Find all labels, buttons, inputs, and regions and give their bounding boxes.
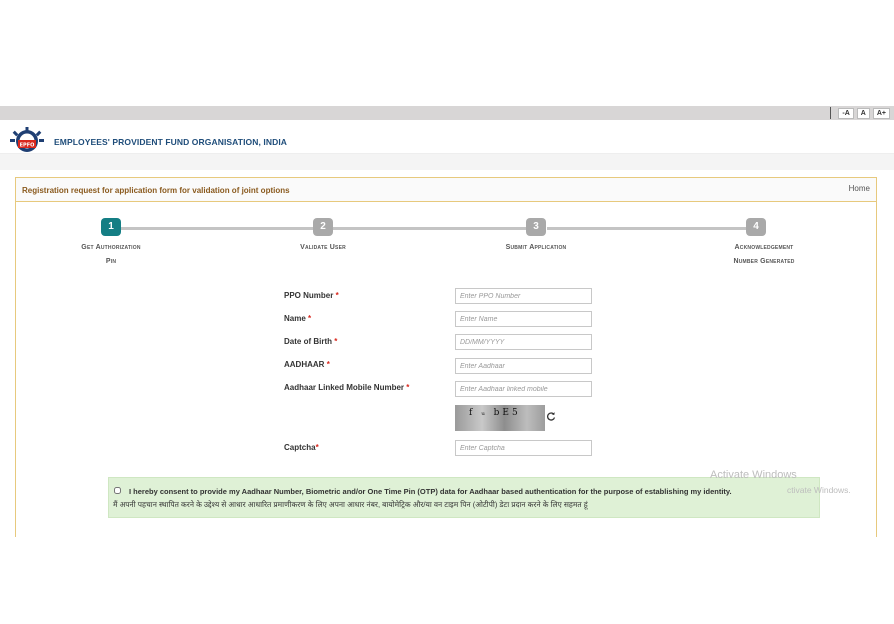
divider bbox=[830, 107, 831, 119]
date-of-birth-label-text: Date of Birth bbox=[284, 337, 332, 346]
page-title: Registration request for application form for validation of joint options bbox=[22, 186, 290, 195]
captcha-image bbox=[455, 405, 545, 431]
mobile-number-label bbox=[284, 383, 409, 392]
activate-windows-watermark: Activate Windows bbox=[710, 469, 797, 481]
step-connector bbox=[121, 227, 321, 230]
epfo-logo-icon[interactable] bbox=[7, 126, 47, 154]
step-4-indicator: 4 bbox=[746, 218, 766, 236]
refresh-captcha-icon[interactable] bbox=[546, 411, 556, 421]
step-1-label-line2: Pin bbox=[105, 258, 117, 265]
captcha-label-text: Captcha bbox=[284, 443, 316, 452]
name-label bbox=[284, 314, 311, 323]
decrease-font-button[interactable]: -A bbox=[838, 108, 853, 119]
consent-checkbox[interactable] bbox=[114, 487, 121, 494]
mobile-number-label-text: Aadhaar Linked Mobile Number bbox=[284, 383, 405, 392]
progress-stepper bbox=[16, 218, 876, 266]
consent-text-hindi: मैं अपनी पहचान स्थापित करने के उद्देश्य से आधार आधारित प्रमाणीकरण के लिए अपना आधार नंबर, बायोमेट्रिक और/या वन टाइम पिन (ओटीपी) डेटा प्रदान करने के लिए सहमत हूं bbox=[113, 500, 588, 509]
date-of-birth-label bbox=[284, 337, 337, 346]
ppo-number-label-text: PPO Number bbox=[284, 291, 334, 300]
consent-box bbox=[108, 477, 820, 518]
aadhaar-label bbox=[284, 360, 330, 369]
step-1-label bbox=[51, 241, 171, 269]
step-2-label-line1: Validate User bbox=[300, 244, 346, 251]
step-3-label-line1: Submit Application bbox=[505, 244, 567, 251]
step-2-indicator: 2 bbox=[313, 218, 333, 236]
step-1-label-line1: Get Authorization bbox=[81, 244, 141, 251]
home-link[interactable]: Home bbox=[848, 184, 870, 193]
aadhaar-label-text: AADHAAR bbox=[284, 360, 325, 369]
required-marker: * bbox=[406, 383, 410, 392]
step-2-label bbox=[263, 241, 383, 255]
step-connector bbox=[547, 227, 747, 230]
date-of-birth-input[interactable] bbox=[455, 334, 592, 350]
consent-text-english: I hereby consent to provide my Aadhaar Number, Biometric and/or One Time Pin (OTP) data for Aadhaar based authentication for the purpose of establishing my identity. bbox=[129, 487, 732, 496]
ppo-number-input[interactable] bbox=[455, 288, 592, 304]
required-marker: * bbox=[326, 360, 330, 369]
required-marker: * bbox=[335, 291, 339, 300]
captcha-image-text: f ᵤ bE5 bbox=[469, 408, 521, 418]
top-utility-bar bbox=[0, 106, 894, 120]
logo-text: EPFO bbox=[19, 142, 35, 149]
organisation-name: EMPLOYEES' PROVIDENT FUND ORGANISATION, INDIA bbox=[54, 137, 288, 147]
step-3-indicator: 3 bbox=[526, 218, 546, 236]
panel-header bbox=[16, 178, 876, 202]
name-label-text: Name bbox=[284, 314, 306, 323]
normal-font-button[interactable]: A bbox=[857, 108, 870, 119]
increase-font-button[interactable]: A+ bbox=[873, 108, 890, 119]
required-marker: * bbox=[315, 443, 319, 452]
step-connector bbox=[333, 227, 535, 230]
activate-windows-watermark-secondary: ctivate Windows. bbox=[787, 485, 851, 495]
captcha-input[interactable] bbox=[455, 440, 592, 456]
step-1-indicator: 1 bbox=[101, 218, 121, 236]
step-3-label bbox=[476, 241, 596, 255]
mobile-number-input[interactable] bbox=[455, 381, 592, 397]
ppo-number-label bbox=[284, 291, 339, 300]
required-marker: * bbox=[308, 314, 312, 323]
required-marker: * bbox=[334, 337, 338, 346]
step-4-label-line1: Acknowledgement bbox=[734, 244, 794, 251]
aadhaar-input[interactable] bbox=[455, 358, 592, 374]
step-4-label bbox=[704, 241, 824, 269]
step-4-label-line2: Number Generated bbox=[733, 258, 795, 265]
site-header bbox=[0, 120, 894, 154]
header-strip bbox=[0, 154, 894, 170]
captcha-label bbox=[284, 443, 319, 452]
name-input[interactable] bbox=[455, 311, 592, 327]
font-size-controls bbox=[830, 106, 890, 120]
